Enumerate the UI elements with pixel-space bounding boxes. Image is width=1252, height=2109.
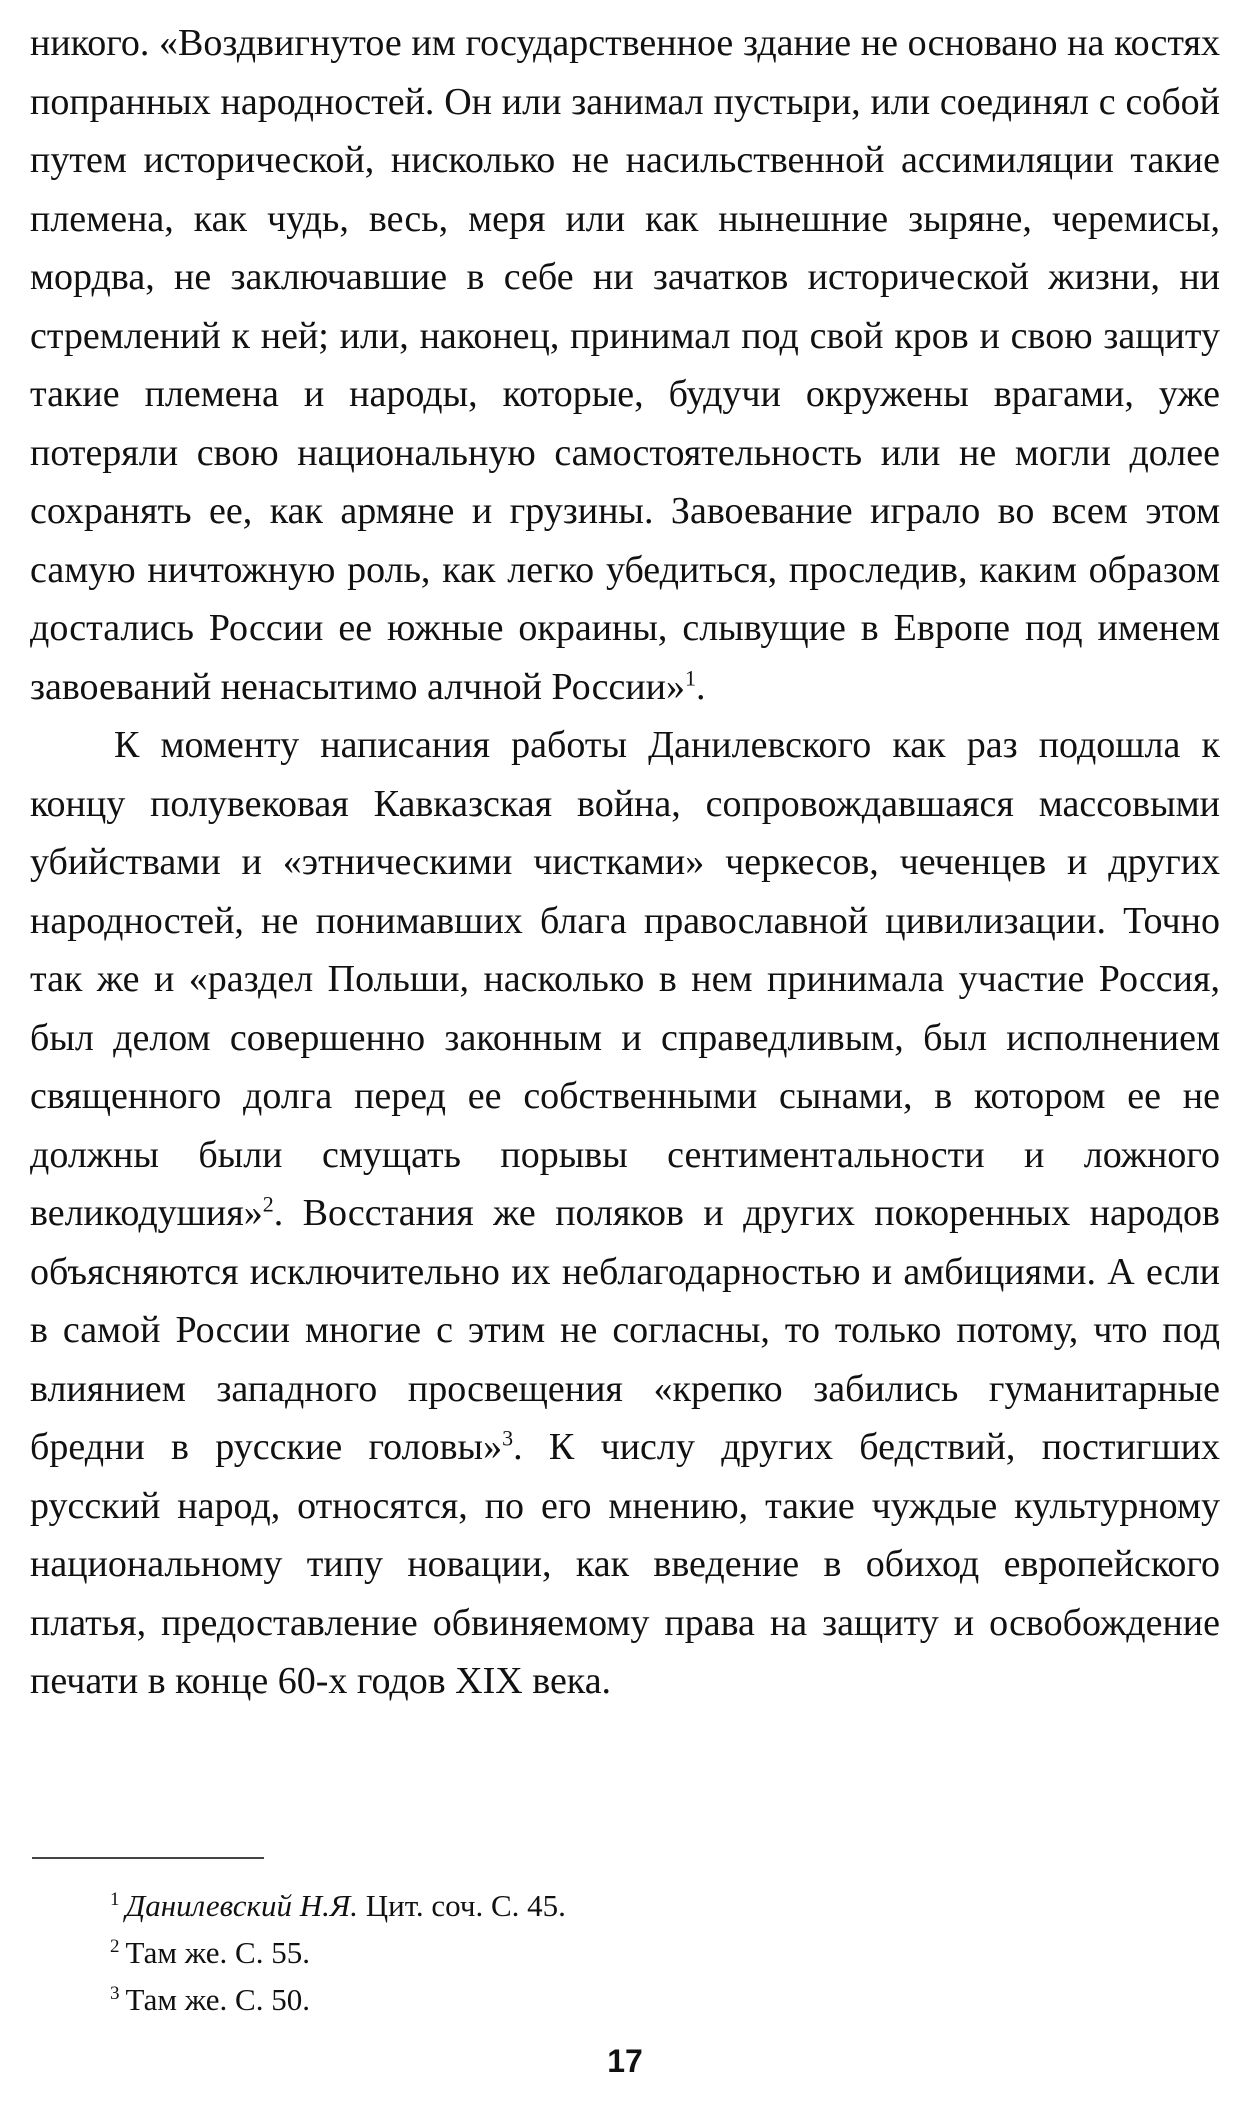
footnote-number: 1 (110, 1888, 120, 1910)
paragraph-2 (30, 716, 1220, 1711)
footnote-divider (32, 1857, 264, 1859)
paragraph-2-part-3: . К числу других бедствий, постигших русский народ, относятся, по его мнению, такие чуждые культурному национальному типу новации, как введение в обиход европейского платья, предоставление обвиняемому права на защиту и освобождение печати в конце 60-х годов XIX века. (30, 1426, 1220, 1702)
page-number: 17 (607, 2043, 643, 2079)
footnote-ref-3: 3 (502, 1425, 514, 1451)
footnote-2 (110, 1929, 1110, 1976)
footnote-text: Цит. соч. С. 45. (357, 1888, 566, 1923)
footnote-number: 2 (110, 1935, 120, 1957)
footnote-ref-2: 2 (262, 1191, 274, 1217)
paragraph-2-part-1: К моменту написания работы Данилевского как раз подошла к концу полувековая Кавказская война, сопровождавшаяся массовыми убийствами и «этническими чистками» черкесов, чеченцев и других народностей, не понимавших блага православной цивилизации. Точно так же и «раздел Польши, насколько в нем принимала участие Россия, был делом совершенно законным и справедливым, был исполнением священного долга перед ее собственными сынами, в котором ее не должны были смущать порывы сентиментальности и ложного великодушия» (30, 724, 1220, 1234)
footnote-1 (110, 1882, 1110, 1929)
footnote-text: Там же. С. 55. (125, 1935, 310, 1970)
footnotes (110, 1882, 1110, 2023)
footnote-text: Там же. С. 50. (125, 1982, 310, 2017)
paragraph-1-text: никого. «Воздвигнутое им государственное здание не основано на костях попранных народностей. Он или занимал пустыри, или соединял с собой путем исторической, нисколько не насильственной ассимиляции такие племена, как чудь, весь, меря или как нынешние зыряне, черемисы, мордва, не заключавшие в себе ни зачатков исторической жизни, ни стремлений к ней; или, наконец, принимал под свой кров и свою защиту такие племена и народы, которые, будучи окружены врагами, уже потеряли свою национальную самостоятельность или не могли долее сохранять ее, как армяне и грузины. Завоевание играло во всем этом самую ничтожную роль, как легко убедиться, проследив, каким образом достались России ее южные окраины, слывущие в Европе под именем завоеваний ненасытимо алчной России» (30, 22, 1220, 708)
footnote-ref-1: 1 (684, 664, 696, 690)
paragraph-2-part-2: . Восстания же поляков и других покоренных народов объясняются исключительно их неблагодарностью и амбициями. А если в самой России многие с этим не согласны, то только потому, что под влиянием западного просвещения «крепко забились гуманитарные бредни в русские головы» (30, 1192, 1220, 1468)
book-page (30, 0, 1220, 2109)
footnote-number: 3 (110, 1982, 120, 2004)
main-text (30, 14, 1220, 1711)
footnote-author: Данилевский Н.Я. (125, 1888, 358, 1923)
paragraph-1: никого. «Воздвигнутое им государственное здание не основано на костях попранных народностей. Он или занимал пустыри, или соединял с собой путем исторической, нисколько не насильственной ассимиляции такие племена, как чудь, весь, меря или как нынешние зыряне, черемисы, мордва, не заключавшие в себе ни зачатков исторической жизни, ни стремлений к ней; или, наконец, принимал под свой кров и свою защиту такие племена и народы, которые, будучи окружены врагами, уже потеряли свою национальную самостоятельность или не могли долее сохранять ее, как армяне и грузины. Завоевание играло во всем этом самую ничтожную роль, как легко убедиться, проследив, каким образом достались России ее южные окраины, слывущие в Европе под именем завоеваний ненасытимо алчной России»$^1$. (30, 22, 1220, 708)
footnote-3 (110, 1976, 1110, 2023)
